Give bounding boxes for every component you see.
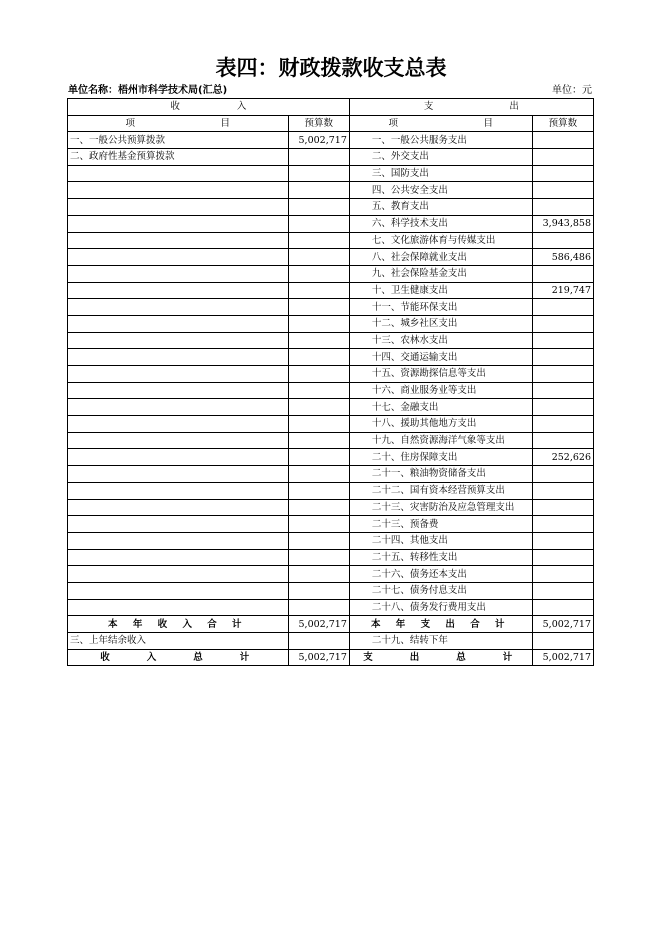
table-row — [68, 549, 594, 566]
income-budget — [288, 249, 349, 266]
expense-budget: 5,002,717 — [532, 649, 593, 666]
income-item: 二、政府性基金预算拨款 — [68, 149, 289, 166]
income-budget — [288, 482, 349, 499]
expense-item: 九、社会保险基金支出 — [349, 265, 532, 282]
expense-budget — [532, 132, 593, 149]
expense-item: 本 年 支 出 合 计 — [349, 616, 532, 633]
table-row — [68, 449, 594, 466]
income-item — [68, 199, 289, 216]
table-row — [68, 566, 594, 583]
expense-budget — [532, 165, 593, 182]
income-budget — [288, 149, 349, 166]
income-item — [68, 516, 289, 533]
income-budget — [288, 349, 349, 366]
income-item — [68, 249, 289, 266]
expense-item: 十六、商业服务业等支出 — [349, 382, 532, 399]
expense-budget — [532, 582, 593, 599]
income-item — [68, 332, 289, 349]
table-row — [68, 315, 594, 332]
expense-item: 十、卫生健康支出 — [349, 282, 532, 299]
expense-item: 四、公共安全支出 — [349, 182, 532, 199]
expense-budget: 586,486 — [532, 249, 593, 266]
table-row — [68, 532, 594, 549]
expense-budget — [532, 599, 593, 616]
income-item — [68, 549, 289, 566]
table-row — [68, 349, 594, 366]
expense-item: 三、国防支出 — [349, 165, 532, 182]
table-row — [68, 516, 594, 533]
expense-budget: 252,626 — [532, 449, 593, 466]
table-row — [68, 599, 594, 616]
expense-budget — [532, 349, 593, 366]
income-budget — [288, 232, 349, 249]
income-budget: 5,002,717 — [288, 616, 349, 633]
income-budget — [288, 165, 349, 182]
table-row — [68, 582, 594, 599]
table-row — [68, 366, 594, 383]
income-item — [68, 432, 289, 449]
expense-budget — [532, 199, 593, 216]
expense-budget — [532, 382, 593, 399]
income-item — [68, 416, 289, 433]
table-row — [68, 249, 594, 266]
table-row — [68, 332, 594, 349]
table-row — [68, 132, 594, 149]
expense-item: 七、文化旅游体育与传媒支出 — [349, 232, 532, 249]
income-item — [68, 232, 289, 249]
table-row — [68, 466, 594, 483]
income-item — [68, 315, 289, 332]
budget-table — [67, 98, 594, 666]
income-budget — [288, 265, 349, 282]
income-budget — [288, 282, 349, 299]
income-item — [68, 382, 289, 399]
expense-item: 二十九、结转下年 — [349, 633, 532, 650]
table-row — [68, 399, 594, 416]
income-budget — [288, 315, 349, 332]
expense-item: 十七、金融支出 — [349, 399, 532, 416]
income-item — [68, 532, 289, 549]
income-budget — [288, 499, 349, 516]
income-item — [68, 449, 289, 466]
expense-item: 十二、城乡社区支出 — [349, 315, 532, 332]
expense-item: 二十二、国有资本经营预算支出 — [349, 482, 532, 499]
expense-budget — [532, 149, 593, 166]
income-budget — [288, 449, 349, 466]
income-item — [68, 482, 289, 499]
page-title: 表四：财政拨款收支总表 — [215, 56, 447, 80]
income-item: 三、上年结余收入 — [68, 633, 289, 650]
income-budget — [288, 432, 349, 449]
expense-item: 十五、资源勘探信息等支出 — [349, 366, 532, 383]
income-item — [68, 599, 289, 616]
table-row — [68, 149, 594, 166]
expense-budget — [532, 416, 593, 433]
income-item — [68, 299, 289, 316]
expense-budget: 3,943,858 — [532, 215, 593, 232]
expense-item: 五、教育支出 — [349, 199, 532, 216]
table-row — [68, 299, 594, 316]
income-budget — [288, 199, 349, 216]
expense-item: 六、科学技术支出 — [349, 215, 532, 232]
income-item — [68, 282, 289, 299]
column-header-row — [68, 115, 594, 132]
income-item — [68, 215, 289, 232]
income-budget — [288, 516, 349, 533]
table-row — [68, 432, 594, 449]
income-item — [68, 182, 289, 199]
income-budget — [288, 599, 349, 616]
income-budget — [288, 299, 349, 316]
table-row — [68, 199, 594, 216]
income-budget — [288, 532, 349, 549]
income-budget — [288, 582, 349, 599]
expense-budget-header: 预算数 — [532, 115, 593, 132]
table-row — [68, 382, 594, 399]
income-budget-header: 预算数 — [288, 115, 349, 132]
expense-item: 二十三、灾害防治及应急管理支出 — [349, 499, 532, 516]
expense-budget — [532, 432, 593, 449]
expense-item: 二十四、其他支出 — [349, 532, 532, 549]
expense-item: 二十三、预备费 — [349, 516, 532, 533]
income-budget — [288, 416, 349, 433]
expense-item: 八、社会保障就业支出 — [349, 249, 532, 266]
income-budget — [288, 182, 349, 199]
expense-item: 二十、住房保障支出 — [349, 449, 532, 466]
table-row — [68, 165, 594, 182]
expense-budget — [532, 399, 593, 416]
table-row — [68, 215, 594, 232]
expense-item: 十八、援助其他地方支出 — [349, 416, 532, 433]
income-budget — [288, 633, 349, 650]
expense-item: 十四、交通运输支出 — [349, 349, 532, 366]
expense-budget — [532, 366, 593, 383]
income-budget — [288, 382, 349, 399]
income-item — [68, 165, 289, 182]
expense-budget — [532, 532, 593, 549]
expense-budget: 219,747 — [532, 282, 593, 299]
expense-item: 二十五、转移性支出 — [349, 549, 532, 566]
carry-over-row — [68, 633, 594, 650]
income-item-header: 项 目 — [68, 115, 289, 132]
expense-item: 一、一般公共服务支出 — [349, 132, 532, 149]
expense-item: 二十八、债务发行费用支出 — [349, 599, 532, 616]
expense-item: 支 出 总 计 — [349, 649, 532, 666]
expense-item: 十一、节能环保支出 — [349, 299, 532, 316]
income-budget: 5,002,717 — [288, 649, 349, 666]
expense-budget — [532, 315, 593, 332]
income-budget — [288, 366, 349, 383]
currency-unit: 单位：元 — [552, 85, 592, 96]
expense-item: 二十七、债务付息支出 — [349, 582, 532, 599]
income-item — [68, 349, 289, 366]
income-item: 收 入 总 计 — [68, 649, 289, 666]
expense-budget — [532, 466, 593, 483]
income-item — [68, 582, 289, 599]
income-item — [68, 566, 289, 583]
table-row — [68, 182, 594, 199]
income-budget — [288, 466, 349, 483]
income-header: 收 入 — [68, 99, 350, 116]
expense-item: 二十六、债务还本支出 — [349, 566, 532, 583]
income-item: 一、一般公共预算拨款 — [68, 132, 289, 149]
income-item — [68, 499, 289, 516]
expense-item-header: 项 目 — [349, 115, 532, 132]
expense-item: 二、外交支出 — [349, 149, 532, 166]
expense-budget — [532, 182, 593, 199]
expense-header: 支 出 — [349, 99, 593, 116]
table-row — [68, 482, 594, 499]
income-item — [68, 466, 289, 483]
expense-item: 二十一、粮油物资储备支出 — [349, 466, 532, 483]
table-row — [68, 499, 594, 516]
income-budget — [288, 332, 349, 349]
income-budget — [288, 549, 349, 566]
table-row — [68, 232, 594, 249]
income-budget — [288, 215, 349, 232]
expense-budget — [532, 549, 593, 566]
expense-budget: 5,002,717 — [532, 616, 593, 633]
income-budget — [288, 399, 349, 416]
unit-name: 单位名称：梧州市科学技术局(汇总) — [68, 85, 228, 96]
expense-budget — [532, 516, 593, 533]
expense-item: 十九、自然资源海洋气象等支出 — [349, 432, 532, 449]
expense-budget — [532, 499, 593, 516]
expense-budget — [532, 633, 593, 650]
income-budget — [288, 566, 349, 583]
income-item — [68, 366, 289, 383]
income-item — [68, 399, 289, 416]
section-header-row — [68, 99, 594, 116]
year-total-row — [68, 616, 594, 633]
table-row — [68, 282, 594, 299]
table-row — [68, 265, 594, 282]
expense-budget — [532, 332, 593, 349]
expense-budget — [532, 482, 593, 499]
grand-total-row — [68, 649, 594, 666]
expense-budget — [532, 299, 593, 316]
expense-item: 十三、农林水支出 — [349, 332, 532, 349]
income-item — [68, 265, 289, 282]
expense-budget — [532, 232, 593, 249]
table-row — [68, 416, 594, 433]
expense-budget — [532, 566, 593, 583]
income-item: 本 年 收 入 合 计 — [68, 616, 289, 633]
income-budget: 5,002,717 — [288, 132, 349, 149]
expense-budget — [532, 265, 593, 282]
